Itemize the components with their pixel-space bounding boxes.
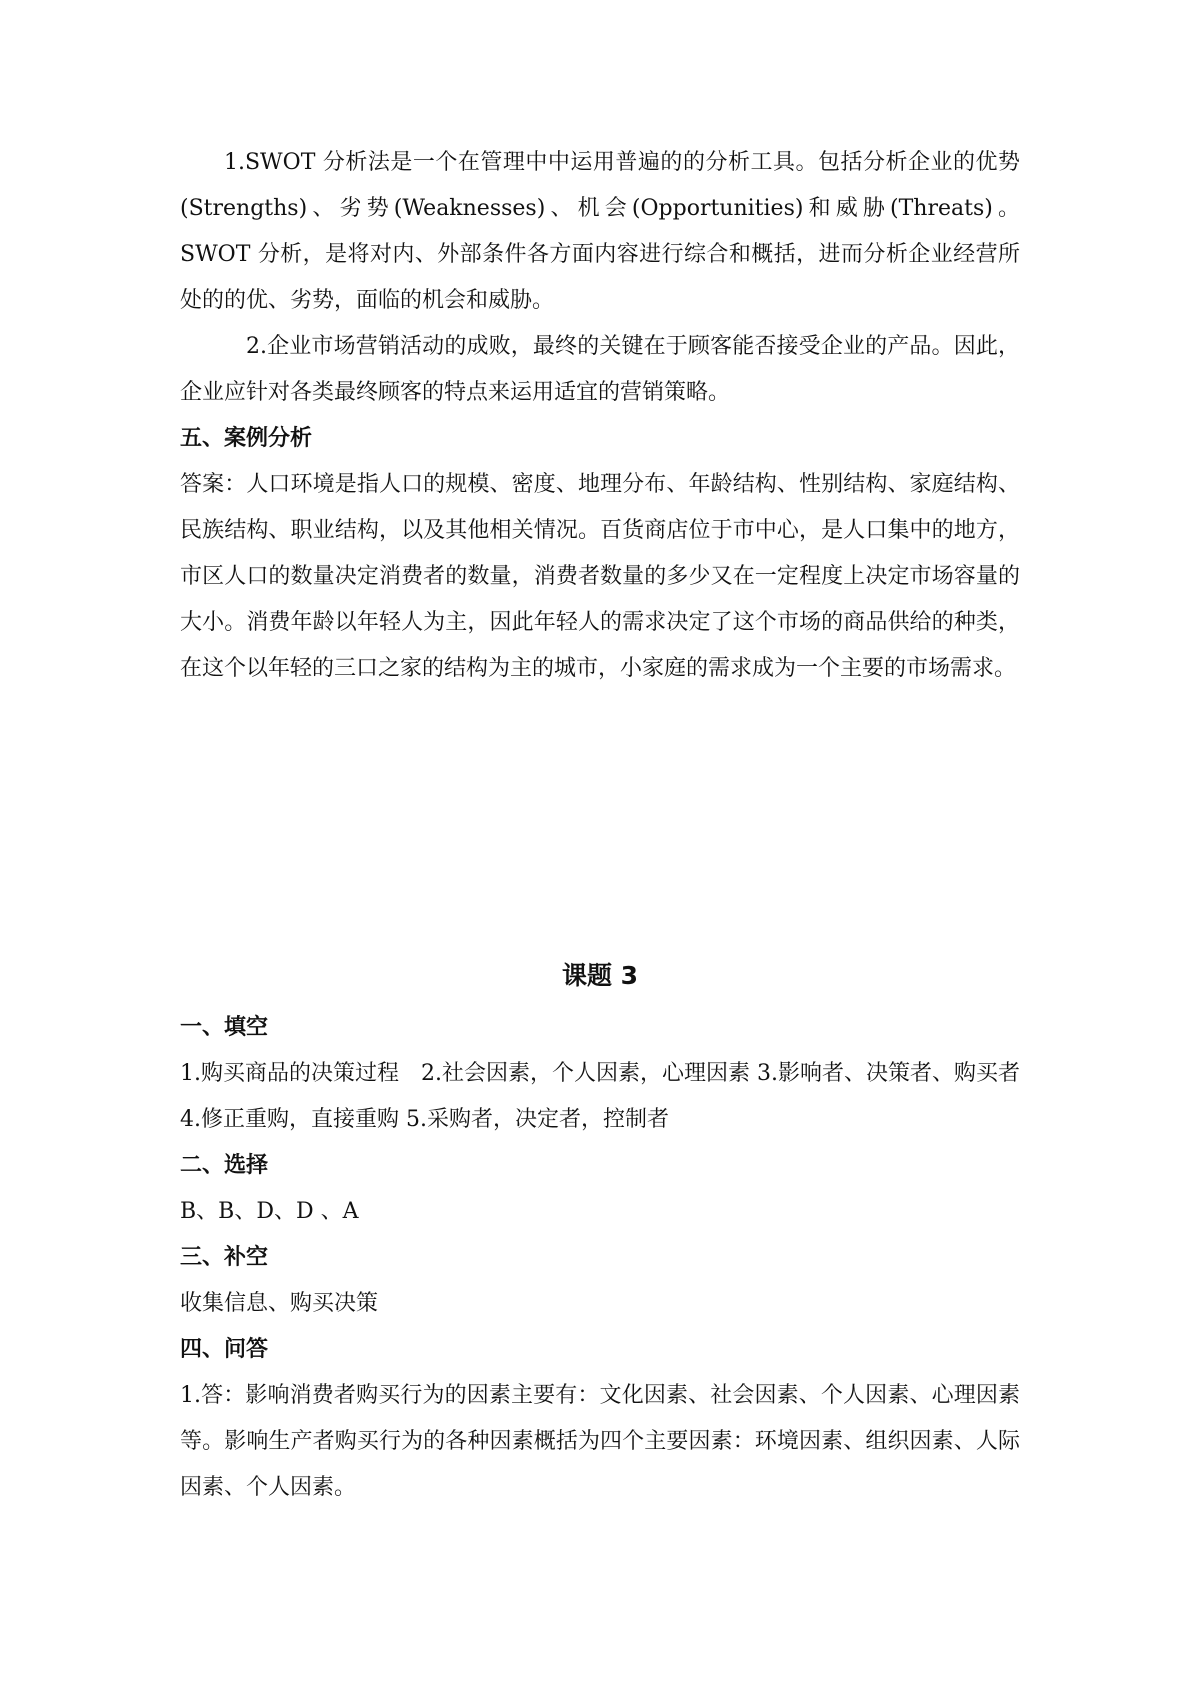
qa-answer: 1.答：影响消费者购买行为的因素主要有：文化因素、社会因素、个人因素、心理因素等。影响生产者购买行为的各种因素概括为四个主要因素：环境因素、组织因素、人际因素、个人因素。 [180,1383,1020,1500]
case-analysis-heading: 五、案例分析 [180,426,313,451]
topic3-body [180,1005,1020,1511]
fill-blank-heading: 一、填空 [180,1015,269,1040]
marketing-paragraph: 2.企业市场营销活动的成败，最终的关键在于顾客能否接受企业的产品。因此，企业应针对各类最终顾客的特点来运用适宜的营销策略。 [180,334,1020,405]
supplement-answer: 收集信息、购买决策 [180,1291,379,1316]
choice-heading: 二、选择 [180,1153,269,1178]
qa-heading: 四、问答 [180,1337,269,1362]
swot-paragraph: 1.SWOT 分析法是一个在管理中中运用普遍的的分析工具。包括分析企业的优势(Strengths)、劣势(Weaknesses)、机会(Opportunities)和威胁(Threats)。SWOT 分析，是将对内、外部条件各方面内容进行综合和概括，进而分析企业经营所处的的优、劣势，面临的机会和威胁。 [180,150,1020,313]
document-body-top [180,140,1020,692]
fill-blank-answer: 1.购买商品的决策过程 2.社会因素，个人因素，心理因素 3.影响者、决策者、购买者 4.修正重购，直接重购 5.采购者，决定者，控制者 [180,1061,1020,1132]
case-analysis-answer: 答案：人口环境是指人口的规模、密度、地理分布、年龄结构、性别结构、家庭结构、民族结构、职业结构，以及其他相关情况。百货商店位于市中心，是人口集中的地方，市区人口的数量决定消费者的数量，消费者数量的多少又在一定程度上决定市场容量的大小。消费年龄以年轻人为主，因此年轻人的需求决定了这个市场的商品供给的种类，在这个以年轻的三口之家的结构为主的城市，小家庭的需求成为一个主要的市场需求。 [180,472,1020,681]
supplement-heading: 三、补空 [180,1245,269,1270]
choice-answer: B、B、D、D 、A [180,1199,359,1224]
topic-title: 课题 3 [561,961,639,990]
